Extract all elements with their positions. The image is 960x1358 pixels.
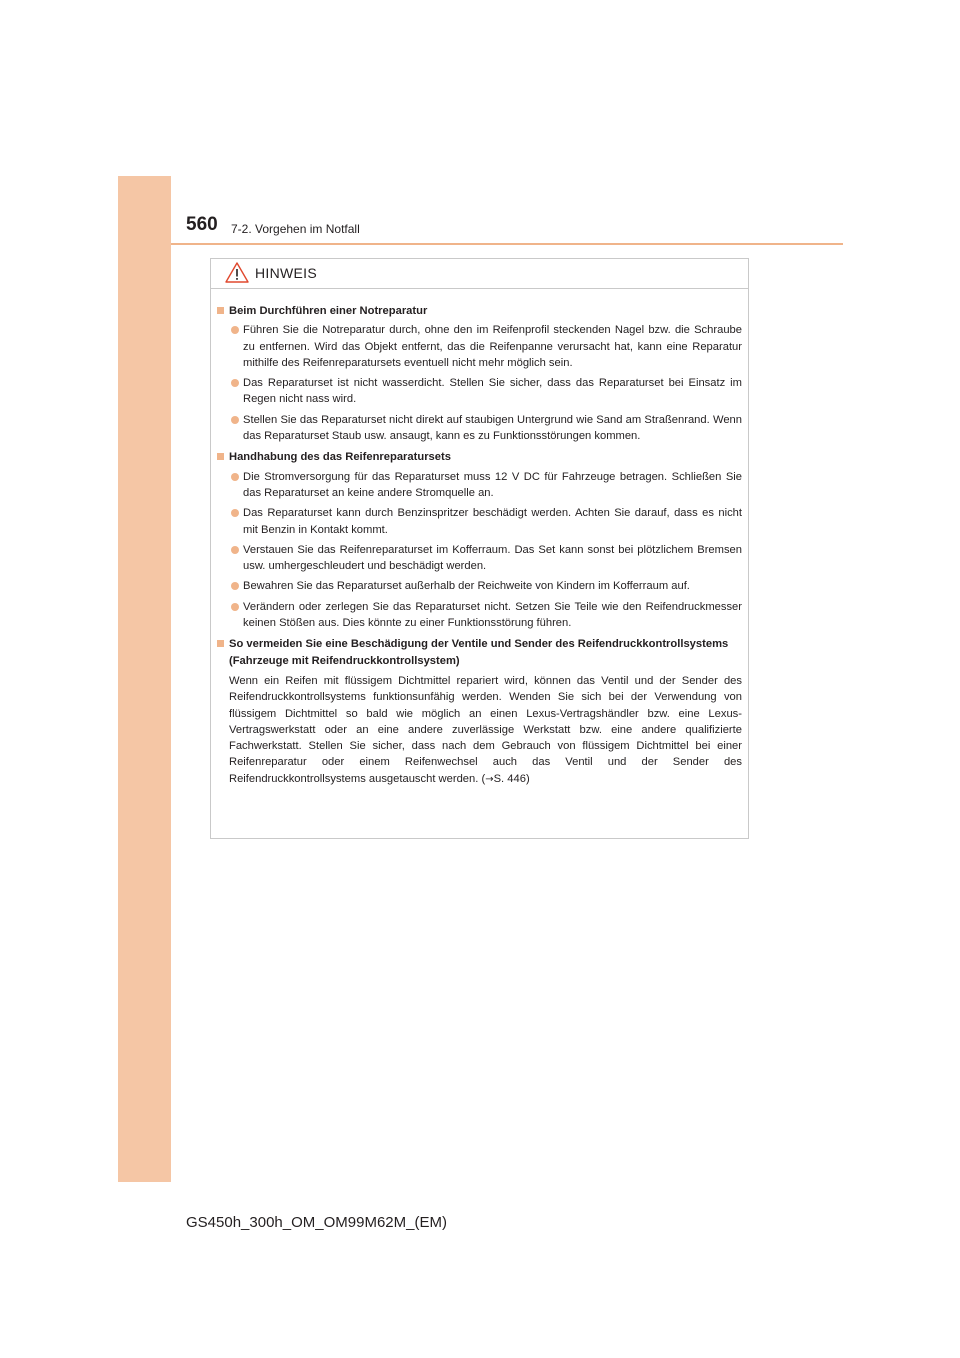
section-title: 7-2. Vorgehen im Notfall xyxy=(231,222,360,236)
list-item: Verändern oder zerlegen Sie das Reparaturset nicht. Setzen Sie Teile wie den Reifendruckmesser keinen Stößen aus. Dies könnte zu einer Funktionsstörung führen. xyxy=(217,599,742,632)
page-reference-arrow-icon: → xyxy=(485,773,494,785)
notice-header xyxy=(211,259,748,289)
list-item: Verstauen Sie das Reifenreparaturset im Kofferraum. Das Set kann sonst bei plötzlichem Bremsen usw. umhergeschleudert und beschädigt werden. xyxy=(217,542,742,575)
round-bullet-icon xyxy=(231,546,239,554)
section-heading: So vermeiden Sie eine Beschädigung der Ventile und Sender des Reifendruckkontrollsystems (Fahrzeuge mit Reifendruckkontrollsystem) xyxy=(217,636,742,669)
list-item: Die Stromversorgung für das Reparaturset muss 12 V DC für Fahrzeuge betragen. Schließen Sie das Reparaturset an keine andere Stromquelle an. xyxy=(217,469,742,502)
list-item: Das Reparaturset kann durch Benzinspritzer beschädigt werden. Achten Sie darauf, dass es nicht mit Benzin in Kontakt kommt. xyxy=(217,505,742,538)
document-code: GS450h_300h_OM_OM99M62M_(EM) xyxy=(186,1214,447,1231)
square-bullet-icon xyxy=(217,453,224,460)
section-emergency-repair xyxy=(217,303,742,444)
round-bullet-icon xyxy=(231,379,239,387)
square-bullet-icon xyxy=(217,307,224,314)
round-bullet-icon xyxy=(231,603,239,611)
notice-title: HINWEIS xyxy=(255,265,317,281)
list-item: Führen Sie die Notreparatur durch, ohne den im Reifenprofil steckenden Nagel bzw. die Schraube zu entfernen. Wird das Objekt entfernt, das die Reifenpanne verursacht hat, kann eine Reparatur mithilfe des Reifenreparatursets eventuell nicht mehr möglich sein. xyxy=(217,322,742,371)
list-item: Das Reparaturset ist nicht wasserdicht. Stellen Sie sicher, dass das Reparaturset bei Einsatz im Regen nicht nass wird. xyxy=(217,375,742,408)
round-bullet-icon xyxy=(231,416,239,424)
warning-triangle-icon xyxy=(225,262,249,283)
section-heading: Beim Durchführen einer Notreparatur xyxy=(217,303,742,319)
round-bullet-icon xyxy=(231,473,239,481)
round-bullet-icon xyxy=(231,326,239,334)
round-bullet-icon xyxy=(231,582,239,590)
list-item: Bewahren Sie das Reparaturset außerhalb der Reichweite von Kindern im Kofferraum auf. xyxy=(217,578,742,594)
notice-body xyxy=(211,289,748,788)
list-item: Stellen Sie das Reparaturset nicht direkt auf staubigen Untergrund wie Sand am Straßenrand. Wenn das Reparaturset Staub usw. ansaugt, kann es zu Funktionsstörungen kommen. xyxy=(217,412,742,445)
page-number: 560 xyxy=(186,214,218,235)
section-kit-handling xyxy=(217,449,742,631)
section-valve-sender xyxy=(217,636,742,788)
section-heading: Handhabung des das Reifenreparatursets xyxy=(217,449,742,465)
round-bullet-icon xyxy=(231,509,239,517)
square-bullet-icon xyxy=(217,640,224,647)
notice-box xyxy=(210,258,749,839)
header-rule xyxy=(171,243,843,245)
section-paragraph: Wenn ein Reifen mit flüssigem Dichtmittel repariert wird, können das Ventil und der Sender des Reifendruckkontrollsystems funktionsunfähig werden. Wenden Sie sich bei der Verwendung von flüssigem Dichtmittel so bald wie möglich an einen Lexus-Vertragshändler bzw. eine Lexus-Vertragswerkstatt oder an eine andere zuverlässige Werkstatt bzw. eine andere qualifizierte Fachwerkstatt. Stellen Sie sicher, dass nach dem Gebrauch von flüssigem Dichtmittel bei einer Reifenreparatur oder einem Reifenwechsel auch das Ventil und der Sender des Reifendruckkontrollsystems ausgetauscht werden. (→S. 446) xyxy=(229,674,742,785)
page-reference-link[interactable]: S. 446 xyxy=(493,772,526,785)
chapter-side-band xyxy=(118,176,171,1182)
